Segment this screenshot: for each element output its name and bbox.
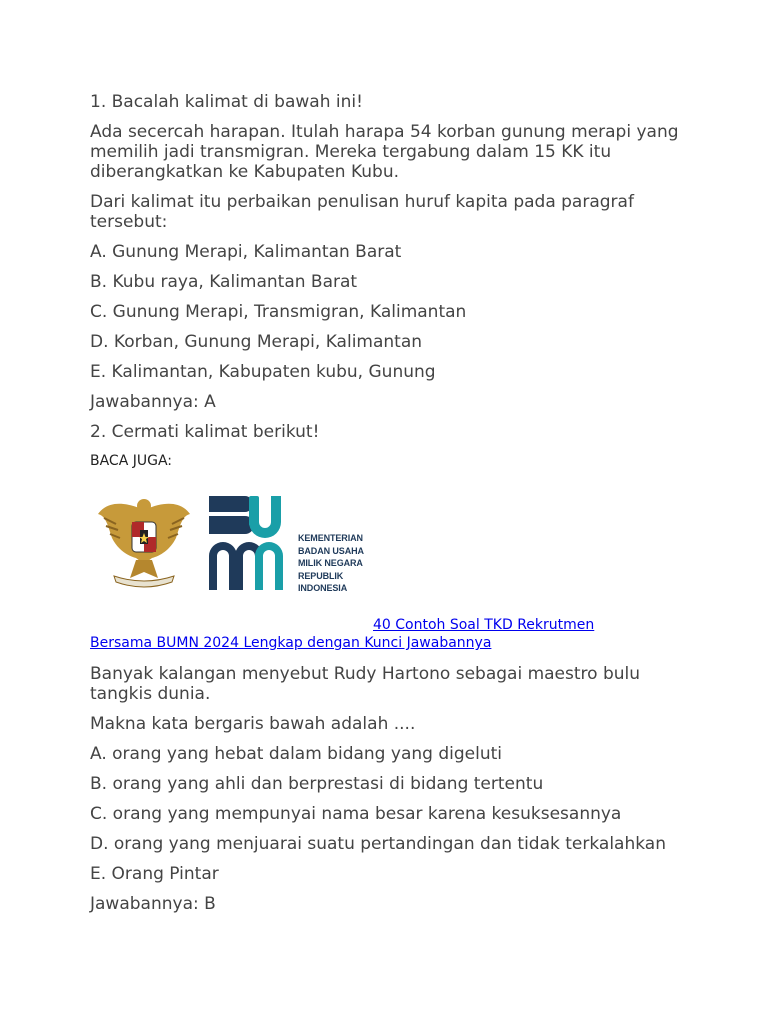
garuda-emblem-icon <box>96 492 192 592</box>
related-article-link-line1[interactable]: 40 Contoh Soal TKD Rekrutmen <box>373 617 595 633</box>
article-content <box>90 92 690 924</box>
q2-option-e: E. Orang Pintar <box>90 864 219 884</box>
q1-option-e: E. Kalimantan, Kabupaten kubu, Gunung <box>90 362 436 382</box>
related-article-image[interactable] <box>90 492 690 612</box>
q1-option-a: A. Gunung Merapi, Kalimantan Barat <box>90 242 402 262</box>
q2-title: 2. Cermati kalimat berikut! <box>90 422 320 442</box>
q2-option-a: A. orang yang hebat dalam bidang yang digeluti <box>90 744 502 764</box>
q2-option-b: B. orang yang ahli dan berprestasi di bidang tertentu <box>90 774 544 794</box>
q1-answer: Jawabannya: A <box>90 392 216 412</box>
q1-title: 1. Bacalah kalimat di bawah ini! <box>90 92 363 112</box>
bumn-logo-text <box>298 532 364 595</box>
q1-option-b: B. Kubu raya, Kalimantan Barat <box>90 272 358 292</box>
logo-text-line: BADAN USAHA <box>298 545 364 556</box>
q1-option-c: C. Gunung Merapi, Transmigran, Kalimantan <box>90 302 467 322</box>
q2-option-c: C. orang yang mempunyai nama besar karena kesuksesannya <box>90 804 622 824</box>
q1-instruction: Dari kalimat itu perbaikan penulisan huruf kapita pada paragraf tersebut: <box>90 192 634 232</box>
bumn-logo-icon <box>205 492 285 592</box>
q2-option-d: D. orang yang menjuarai suatu pertandingan dan tidak terkalahkan <box>90 834 666 854</box>
logo-text-line: MILIK NEGARA <box>298 558 363 568</box>
q2-question: Makna kata bergaris bawah adalah .... <box>90 714 416 734</box>
related-article-link-block <box>90 616 690 652</box>
related-article-link-line2[interactable]: Bersama BUMN 2024 Lengkap dengan Kunci Jawabannya <box>90 635 492 651</box>
logo-text-line: KEMENTERIAN <box>298 533 363 543</box>
q1-option-d: D. Korban, Gunung Merapi, Kalimantan <box>90 332 423 352</box>
logo-text-line: REPUBLIK <box>298 570 344 581</box>
q2-answer: Jawabannya: B <box>90 894 216 914</box>
logo-text-line: INDONESIA <box>298 583 348 593</box>
baca-juga-label: BACA JUGA: <box>90 453 173 469</box>
q2-sentence: Banyak kalangan menyebut Rudy Hartono sebagai maestro bulu tangkis dunia. <box>90 664 641 704</box>
q1-paragraph: Ada secercah harapan. Itulah harapa 54 korban gunung merapi yang memilih jadi transmigran. Mereka tergabung dalam 15 KK itu diberangkatkan ke Kabupaten Kubu. <box>90 122 679 182</box>
